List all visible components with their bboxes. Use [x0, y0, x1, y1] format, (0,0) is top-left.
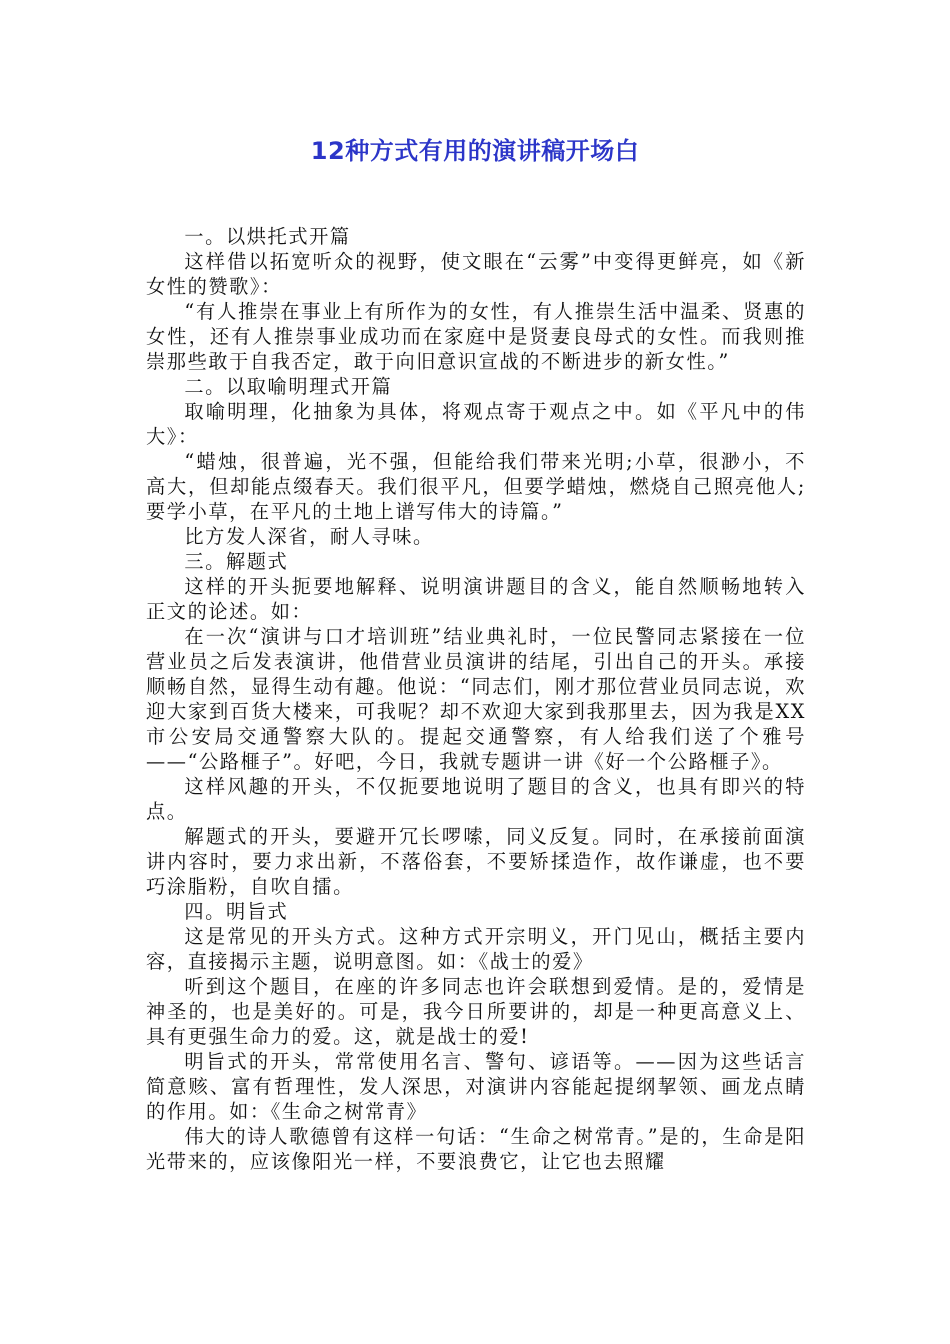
paragraph-3: “有人推崇在事业上有所作为的女性，有人推崇生活中温柔、贤惠的女性，还有人推崇事业成功而在家庭中是贤妻良母式的女性。而我则推崇那些敢于自我否定，敢于向旧意识宣战的不断进步的新女性。” — [146, 300, 806, 373]
paragraph-6: “蜡烛，很普遍，光不强，但能给我们带来光明;小草，很渺小，不高大，但却能点缀春天。我们很平凡，但要学蜡烛，燃烧自己照亮他人;要学小草，在平凡的土地上谱写伟大的诗篇。” — [146, 450, 806, 523]
paragraph-15: 听到这个题目，在座的许多同志也许会联想到爱情。是的，爱情是神圣的，也是美好的。可是，我今日所要讲的，却是一种更高意义上、具有更强生命力的爱。这，就是战士的爱! — [146, 975, 806, 1048]
paragraph-17: 伟大的诗人歌德曾有这样一句话：“生命之树常青。”是的，生命是阳光带来的，应该像阳光一样，不要浪费它，让它也去照耀 — [146, 1125, 806, 1173]
paragraph-12: 解题式的开头，要避开冗长啰嗦，同义反复。同时，在承接前面演讲内容时，要力求出新，不落俗套，不要矫揉造作，故作谦虚，也不要巧涂脂粉，自吹自擂。 — [146, 825, 806, 898]
paragraph-5: 取喻明理，化抽象为具体，将观点寄于观点之中。如《平凡中的伟大》： — [146, 400, 806, 448]
paragraph-4: 二。以取喻明理式开篇 — [184, 375, 393, 398]
paragraph-16: 明旨式的开头，常常使用名言、警句、谚语等。——因为这些话言简意赅、富有哲理性，发人深思，对演讲内容能起提纲挈领、画龙点睛的作用。如：《生命之树常青》 — [146, 1050, 806, 1123]
paragraph-7: 比方发人深省，耐人寻味。 — [184, 525, 434, 548]
paragraph-1: 一。以烘托式开篇 — [184, 225, 351, 248]
paragraph-11: 这样风趣的开头，不仅扼要地说明了题目的含义，也具有即兴的特点。 — [146, 775, 806, 823]
paragraph-13: 四。明旨式 — [184, 900, 289, 923]
document-title: 12种方式有用的演讲稿开场白 — [310, 137, 640, 165]
paragraph-8: 三。解题式 — [184, 550, 289, 573]
paragraph-9: 这样的开头扼要地解释、说明演讲题目的含义，能自然顺畅地转入正文的论述。如： — [146, 575, 806, 623]
paragraph-14: 这是常见的开头方式。这种方式开宗明义，开门见山，概括主要内容，直接揭示主题，说明意图。如：《战士的爱》 — [146, 925, 806, 973]
paragraph-10: 在一次“演讲与口才培训班”结业典礼时，一位民警同志紧接在一位营业员之后发表演讲，他借营业员演讲的结尾，引出自己的开头。承接顺畅自然，显得生动有趣。他说：“同志们，刚才那位营业员同志说，欢迎大家到百货大楼来，可我呢？却不欢迎大家到我那里去，因为我是XX市公安局交通警察大队的。提起交通警察，有人给我们送了个雅号——“公路榧子”。好吧，今日，我就专题讲一讲《好一个公路榧子》。 — [146, 625, 806, 773]
paragraph-2: 这样借以拓宽听众的视野，使文眼在“云雾”中变得更鲜亮，如《新女性的赞歌》： — [146, 250, 806, 298]
document-body — [146, 224, 806, 1174]
